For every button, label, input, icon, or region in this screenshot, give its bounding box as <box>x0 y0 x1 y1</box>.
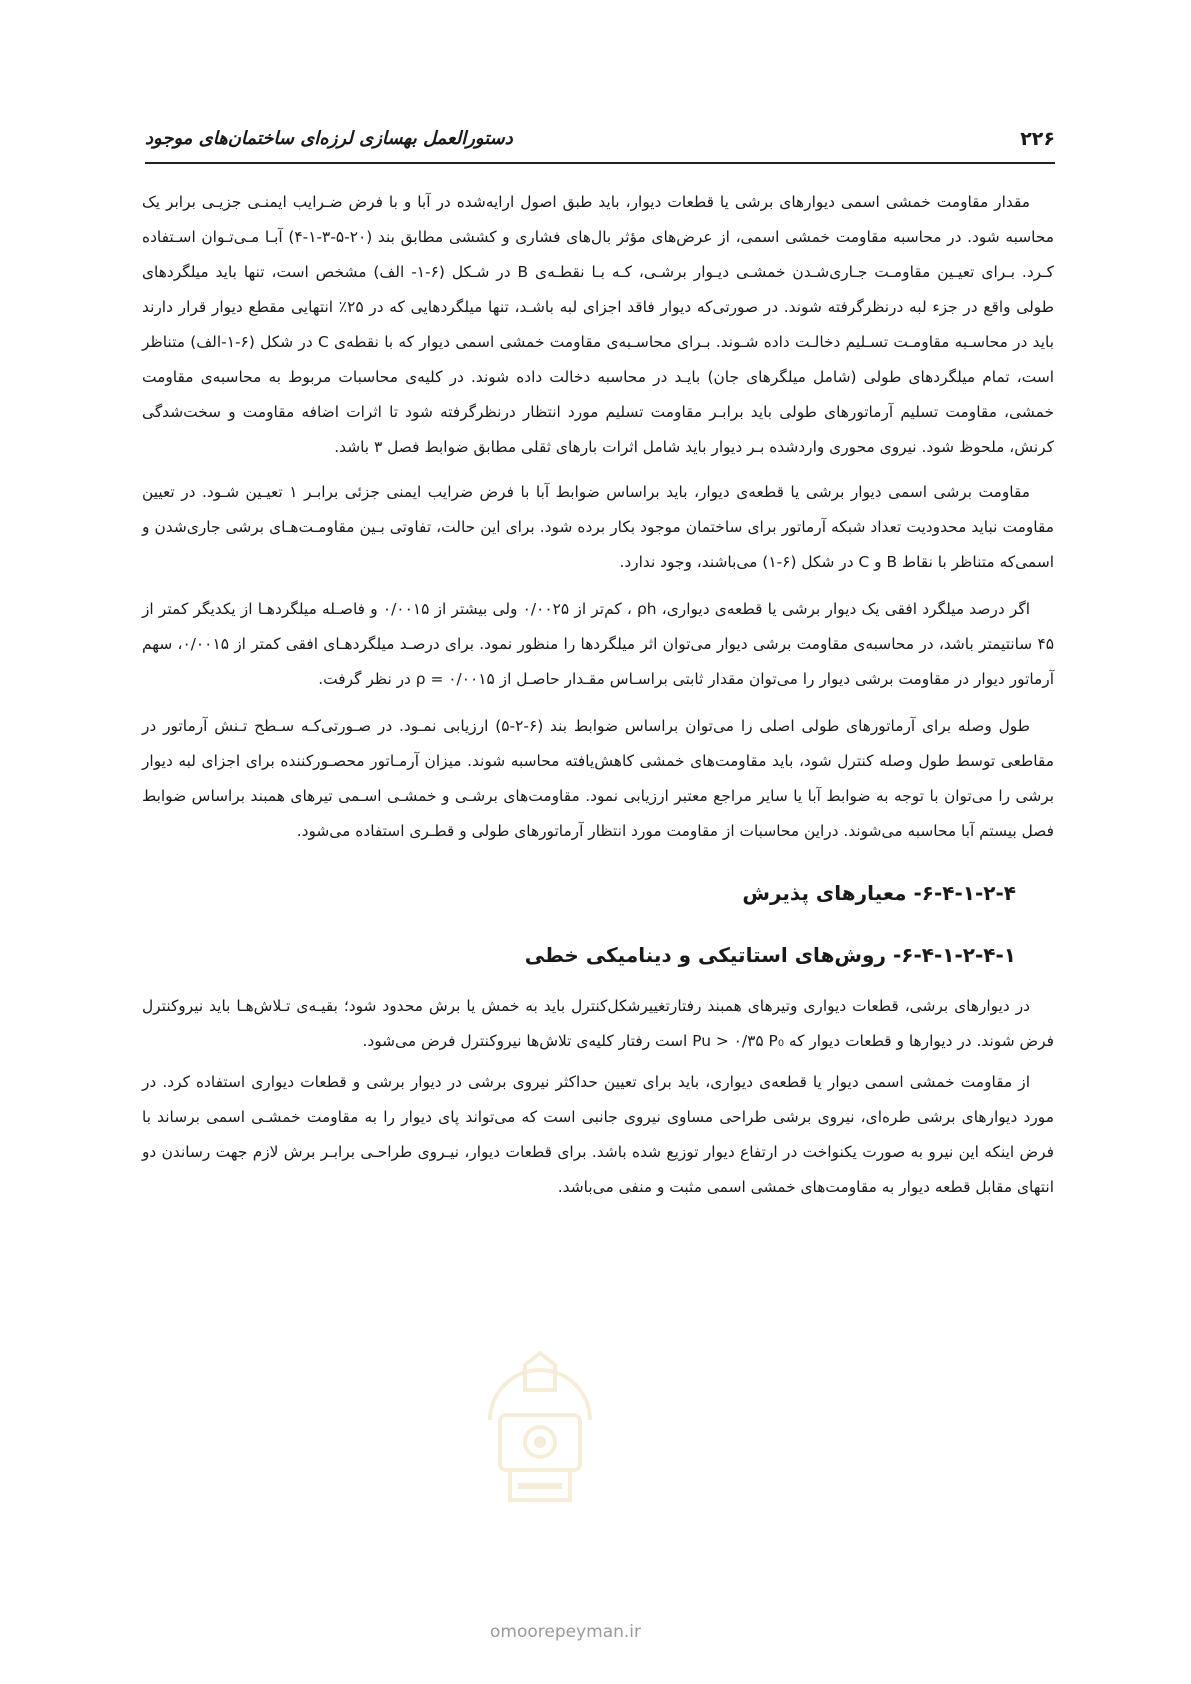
running-title: دستورالعمل بهسازی لرزه‌ای ساختمان‌های موجود <box>145 128 513 149</box>
section-heading-acceptance-criteria: ۶-۴-۱-۲-۴- معیارهای پذیرش <box>742 881 1016 905</box>
paragraph-shear-strength: مقاومت برشی اسمی دیوار برشی یا قطعه‌ی دیوار، باید براساس ضوابط آبا با فرض ضرایب ایمنی جزئی برابـر ۱ تعیـین شـود. در تعیین مقاومت نباید محدودیت تعداد شبکه آرماتور برای ساختمان موجود بکار برده شود. برای این حالت، تفاوتی بـین مقاومـت‌هـای برشی جاری‌شدن و اسمی‌که متناظر با نقاط B و C در شکل (۶-۱) می‌باشند، وجود ندارد. <box>142 483 1054 571</box>
paragraph-horizontal-reinforcement: اگر درصد میلگرد افقی یک دیوار برشی یا قطعه‌ی دیواری، ρh ، کم‌تر از ۰/۰۰۲۵ ولی بیشتر از ۰/۰۰۱۵ و فاصـله میلگردهـا از یکدیگر کمتر از ۴۵ سانتیمتر باشد، در محاسبه‌ی مقاومت برشی دیوار می‌توان اثر میلگردها را منظور نمود. برای درصـد میلگردهـای افقی کمتر از ۰/۰۰۱۵، سهم آرماتور دیوار در مقاومت برشی دیوار را می‌توان مقدار ثابتی براسـاس مقـدار حاصـل از ρ = ۰/۰۰۱۵ در نظر گرفت. <box>142 600 1055 688</box>
header-divider <box>145 162 1055 164</box>
paragraph-splice-length: طول وصله برای آرماتورهای طولی اصلی را می‌توان براساس ضوابط بند (۶-۲-۵) ارزیابی نمـود. در صـورتی‌کـه سـطح تـنش آرماتور در مقاطعی توسط طول وصله کنترل شود، باید مقاومت‌های خمشی کاهش‌یافته محاسبه شوند. میزان آرمـاتور محصـورکننده برای اجزای لبه دیوار برشی را می‌توان با توجه به ضوابط آبا یا سایر مراجع معتبر ارزیابی نمود. مقاومت‌های برشـی و خمشـی اسـمی تیرهای همبند براساس ضوابط فصل بیستم آبا محاسبه می‌شوند. دراین محاسبات از مقاومت مورد انتظار آرماتورهای طولی و قطـری استفاده می‌شود. <box>142 717 1054 840</box>
paragraph-design-shear: از مقاومت خمشی اسمی دیوار یا قطعه‌ی دیواری، باید برای تعیین حداکثر نیروی برشی در دیوار برشی و قطعات دیواری استفاده کرد. در مورد دیوارهای برشی طره‌ای، نیروی برشی طراحی مساوی نیروی جانبی است که می‌تواند پای دیوار را به مقاومت خمشـی اسمی برساند با فرض اینکه این نیرو به صورت یکنواخت در ارتفاع دیوار توزیع شده باشد. برای قطعات دیوار، نیـروی طراحـی برابـر برش لازم جهت رساندن دو انتهای مقابل قطعه دیوار به مقاومت‌های خمشی اسمی مثبت و منفی می‌باشد. <box>142 1073 1054 1196</box>
paragraph-flexural-strength: مقدار مقاومت خمشی اسمی دیوارهای برشی یا قطعات دیوار، باید طبق اصول ارایه‌شده در آبا و با فرض ضـرایب ایمنـی جزیـی برابر یک محاسبه شود. در محاسبه مقاومت خمشی اسمی، از عرض‌های مؤثر بال‌های فشاری و کششی مطابق بند (۲۰-۵-۳-۱-۴) آبـا مـی‌تـوان اسـتفاده کـرد. بـرای تعیـین مقاومـت جـاری‌شـدن خمشـی دیـوار برشـی، کـه بـا نقطـه‌ی B در شـکل (۶-۱- الف) مشخص است، تنها باید میلگردهای طولی واقع در جزء لبه درنظرگرفته شوند. در صورتی‌که دیوار فاقد اجزای لبه باشـد، تنها میلگردهایی که در ۲۵٪ انتهایی مقطع دیوار قرار دارند باید در محاسـبه مقاومـت تسـلیم دخالـت داده شـوند. بـرای محاسـبه‌ی مقاومت خمشی اسمی دیوار که با نقطه‌ی C در شکل (۶-۱-الف) متناظر است، تمام میلگردهای طولی (شامل میلگرهای جان) بایـد در محاسبه دخالت داده شوند. در کلیه‌ی محاسبات مربوط به محاسبه‌ی مقاومت خمشی، مقاومت تسلیم آرماتورهای طولی باید برابـر مقاومت تسلیم مورد انتظار درنظرگرفته شود تا اثرات اضافه مقاومت و سخت‌شدگی کرنش، ملحوظ شود. نیروی محوری واردشده بـر دیوار باید شامل اثرات بارهای ثقلی مطابق ضوابط فصل ۳ باشد. <box>142 193 1055 456</box>
paragraph-deformation-controlled: در دیوارهای برشی، قطعات دیواری وتیرهای همبند رفتارتغییرشکل‌کنترل باید به خمش یا برش محدود شود؛ بقیـه‌ی تـلاش‌هـا باید نیروکنترل فرض شوند. در دیوارها و قطعات دیوار که Pu > ۰/۳۵ P₀ است رفتار کلیه‌ی تلاش‌ها نیروکنترل فرض می‌شود. <box>142 997 1054 1050</box>
watermark-url: omoorepeyman.ir <box>490 1622 642 1642</box>
page-number: ۲۲۶ <box>1020 128 1055 150</box>
watermark-seal-logo <box>470 1345 610 1515</box>
page-body <box>142 185 1054 1217</box>
subsection-heading-linear-methods: ۶-۴-۱-۲-۴-۱- روش‌های استاتیکی و دینامیکی خطی <box>524 943 1016 967</box>
